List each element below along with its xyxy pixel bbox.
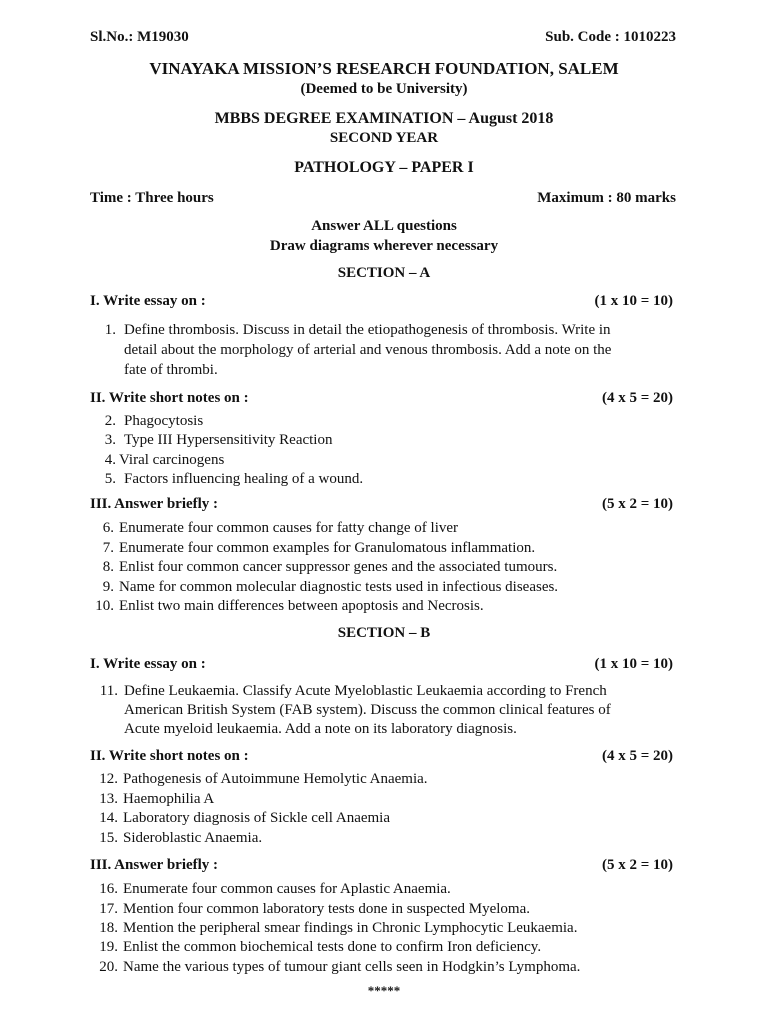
section-b-short-marks: (4 x 5 = 20) <box>601 748 673 764</box>
section-a-short-heading: II. Write short notes on : <box>90 390 249 406</box>
paper-title: PATHOLOGY – PAPER I <box>294 159 474 176</box>
instruction-diagrams: Draw diagrams wherever necessary <box>269 238 499 254</box>
section-b-short-heading: II. Write short notes on : <box>90 748 249 764</box>
section-b-title: SECTION – B <box>337 625 431 641</box>
serial-number: Sl.No.: M19030 <box>90 29 189 45</box>
subject-code: Sub. Code : 1010223 <box>545 29 676 45</box>
end-mark: ***** <box>367 983 401 998</box>
section-a-short-marks: (4 x 5 = 20) <box>601 390 673 406</box>
section-a-title: SECTION – A <box>337 265 431 281</box>
section-a-essay-heading: I. Write essay on : <box>90 293 206 309</box>
instruction-answer-all: Answer ALL questions <box>311 218 457 234</box>
institution-name: VINAYAKA MISSION’S RESEARCH FOUNDATION, SALEM <box>149 59 619 78</box>
section-b-essay-marks: (1 x 10 = 10) <box>594 656 673 672</box>
exam-year: SECOND YEAR <box>329 130 439 146</box>
time-allowed: Time : Three hours <box>90 190 214 206</box>
exam-title: MBBS DEGREE EXAMINATION – August 2018 <box>214 110 554 127</box>
section-b-essay-heading: I. Write essay on : <box>90 656 206 672</box>
deemed-university: (Deemed to be University) <box>300 81 468 97</box>
section-a-brief-marks: (5 x 2 = 10) <box>601 496 673 512</box>
exam-paper: Sl.No.: M19030 Sub. Code : 1010223 VINAYAKA MISSION’S RESEARCH FOUNDATION, SALEM (Deemed to be University) MBBS DEGREE EXAMINATION – August 2018 SECOND YEAR PATHOLOGY – PAPER I Time : Three hours Maximum : 80 marks Answer ALL questions Draw diagrams wherever necessary SECTION – A I. Write essay on : (1 x 10 = 10) 1. Define thrombosis. Discuss in detail the etiopathogenesis of thrombosis. Write in detail about the morphology of arterial and venous thrombosis. Add a note on the fate of thrombi. II. Write short notes on : (4 x 5 = 20) 2. Phagocytosis 3. Type III Hypersensitivity Reaction 4. Viral carcinogens 5. Factors influencing healing of a wound. III. Answer briefly : (5 x 2 = 10) 6. Enumerate four common causes for fatty change of liver 7. Enumerate four common examples for Granulomatous inflammation. 8. Enlist four common cancer suppressor genes and the associated tumours. 9. Name for common molecular diagnostic tests used in infectious diseases. 10. Enlist two main differences between apoptosis and Necrosis. SECTION – B I. Write essay on : (1 x 10 = 10) 11. Define Leukaemia. Classify Acute Myeloblastic Leukaemia according to French American British System (FAB system). Discuss the common clinical features of Acute myeloid leukaemia. Add a note on its laboratory diagnosis. II. Write short notes on : (4 x 5 = 20) 12. Pathogenesis of Autoimmune Hemolytic Anaemia. 13. Haemophilia A 14. Laboratory diagnosis of Sickle cell Anaemia 15. Sideroblastic Anaemia. III. Answer briefly : (5 x 2 = 10) 16. Enumerate four common causes for Aplastic Anaemia. 17. Mention four common laboratory tests done in suspected Myeloma. 18. Mention the peripheral smear findings in Chronic Lymphocytic Leukaemia. 19. Enlist the common biochemical tests done to confirm Iron deficiency. 20. Name the various types of tumour giant cells seen in Hodgkin’s Lymphoma. ***** <box>0 0 768 1024</box>
section-a-essay-marks: (1 x 10 = 10) <box>594 293 673 309</box>
section-b-brief-marks: (5 x 2 = 10) <box>601 857 673 873</box>
section-a-brief-heading: III. Answer briefly : <box>90 496 219 512</box>
section-b-brief-heading: III. Answer briefly : <box>90 857 219 873</box>
maximum-marks: Maximum : 80 marks <box>537 190 676 206</box>
